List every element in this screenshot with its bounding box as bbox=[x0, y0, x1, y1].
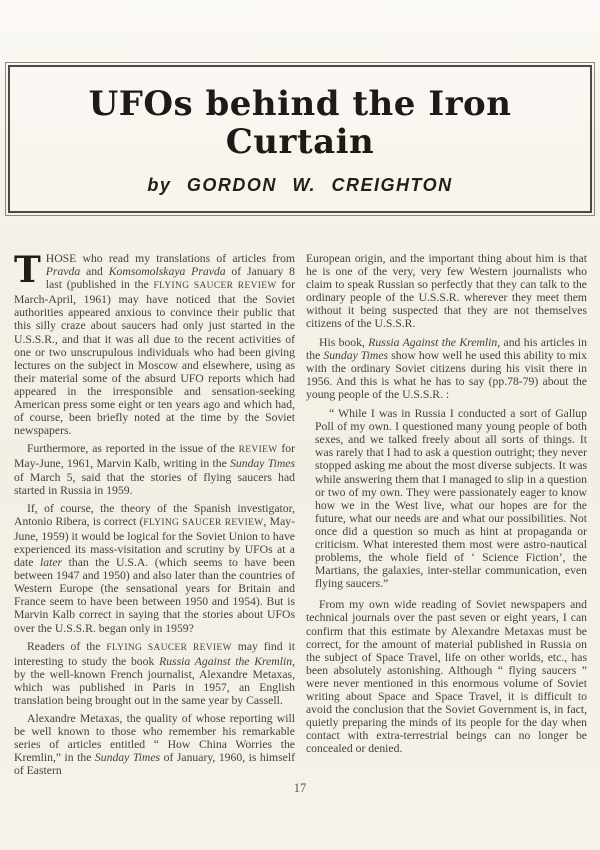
title-box bbox=[5, 62, 595, 216]
paragraph bbox=[14, 442, 295, 496]
text-run: Russia Against the Kremlin bbox=[159, 654, 293, 668]
paragraph bbox=[14, 249, 295, 438]
paragraph bbox=[306, 598, 587, 755]
text-run: Alexandre Metaxas, the quality of whose reporting will be well known to those who remember his remarkable series of articles entitled “ How China Worries the Kremlin,” in the bbox=[14, 712, 295, 765]
text-run: and bbox=[80, 265, 109, 279]
text-run: FLYING SAUCER REVIEW bbox=[106, 642, 232, 653]
text-run: of January 8 last (published in the bbox=[45, 265, 295, 292]
text-run: of January, 1960, is himself of Eastern bbox=[14, 751, 295, 778]
text-run: Sunday Times bbox=[323, 348, 389, 362]
text-run: FLYING SAUCER REVIEW bbox=[143, 517, 264, 528]
text-run: , and his articles in the bbox=[306, 335, 587, 362]
text-run: Sunday Times bbox=[94, 751, 161, 765]
text-run: From my own wide reading of Soviet newspapers and technical journals over the past seven or eight years, I can confirm that this estimate by Alexandre Metaxas must be correct, for the amount of material published in Russia on the subject of Space Travel, life on other worlds, etc., has been absolutely astonishing. Although “ flying saucers ” were never mentioned in this enormous volume of Soviet writing about Space and Space Travel, it is difficult to avoid the conclusion that the Soviet Government is, in fact, quietly preparing the minds of its people for the day when contact with extra-terrestrial beings can no longer be concealed or denied. bbox=[306, 598, 587, 756]
text-run: , by the well-known French journalist, Alexandre Metaxas, which was published in Paris in 1957, an English translation being brought out in the same year by Cassell. bbox=[14, 654, 296, 707]
text-run: , May-June, 1959) it would be logical for the Soviet Union to have experienced its mass-visitation and scrutiny by UFOs at a date bbox=[14, 514, 296, 570]
article-title: UFOs behind the Iron Curtain bbox=[88, 84, 512, 162]
text-run: Russia Against the Kremlin bbox=[368, 335, 498, 349]
text-run: If, of course, the theory of the Spanish investigator, Antonio Ribera, is correct ( bbox=[14, 501, 295, 528]
quote-paragraph bbox=[306, 407, 587, 590]
text-run: of March 5, said that the stories of flying saucers had started in Russia in 1959. bbox=[14, 470, 295, 497]
text-run: REVIEW bbox=[238, 445, 278, 456]
title-box-inner bbox=[8, 65, 592, 213]
article-body bbox=[14, 249, 588, 783]
text-run: than the U.S.A. (which seems to have been between 1947 and 1950) and also later than the countries of Western Europe (the sensational years for Britain and France seem to have been between 1950 and 1954). But is Marvin Kalb correct in saying that the stories about UFOs over the U.S.S.R. began only in 1959? bbox=[14, 556, 296, 635]
text-run: Pravda bbox=[45, 265, 81, 279]
article-column-right bbox=[306, 252, 587, 783]
paragraph bbox=[306, 336, 587, 401]
text-run: European origin, and the important thing about him is that he is one of the very, very few Western journalists who claim to speak Russian so perfectly that they can talk to the ordinary people of the U.S.S.R. wherever they meet them without it being suspected that they are not themselves citizens of the U.S.S.R. bbox=[306, 252, 587, 331]
text-run: Sunday Times bbox=[230, 457, 296, 471]
text-run: HOSE who read my translations of articles from bbox=[45, 252, 295, 265]
paragraph bbox=[14, 640, 295, 707]
page-number: 17 bbox=[293, 781, 307, 795]
drop-cap: T bbox=[14, 249, 41, 291]
article-column-left bbox=[14, 249, 296, 783]
text-run: later bbox=[40, 556, 63, 570]
text-run: Readers of the bbox=[27, 639, 107, 653]
text-run: His book, bbox=[319, 335, 369, 349]
article-byline: by GORDON W. CREIGHTON bbox=[147, 175, 453, 195]
paragraph bbox=[306, 252, 587, 331]
paragraph bbox=[14, 502, 295, 635]
text-run: may find it interesting to study the book bbox=[14, 639, 296, 668]
text-run: Furthermore, as reported in the issue of the bbox=[27, 442, 239, 456]
text-run: Komsomolskaya Pravda bbox=[108, 265, 226, 279]
text-run: show how well he used this ability to mix with the ordinary Soviet citizens during his visit there in 1956. And this is what he has to say (pp.78-79) about the young people of the U.S.S.R. : bbox=[306, 348, 588, 401]
text-run: for May-June, 1961, Marvin Kalb, writing in the bbox=[14, 442, 295, 471]
text-run: FLYING SAUCER REVIEW bbox=[153, 281, 277, 292]
text-run: “ While I was in Russia I conducted a sort of Gallup Poll of my own. I questioned many young people of both sexes, and we talked freely about all sorts of things. It was rarely that I had to ask a question outright; they never stopped asking me about the most diverse subjects. It was while answering them that I managed to slip in a question or two of my own. They were passionately eager to know how we in the West live, what our hopes are for the future, what our needs are and what our possibilities. Not once did a question so much as hint at propaganda or criticism. What interested them most were astro-nautical problems, the whole field of ‘ Science Fiction’, the Martians, the galaxies, inter-stellar communication, even flying saucers.” bbox=[315, 407, 587, 591]
paragraph bbox=[14, 712, 295, 777]
text-run: for March-April, 1961) may have noticed that the Soviet authorities appeared anxious to convince their public that this silly craze about saucers had only just started in the U.S.S.R., and that it was all due to the recent activities of one or two unscrupulous individuals who had been giving lectures on the subject in Moscow and elsewhere, using as their material some of the absurd UFO reports which had appeared in the irresponsible and sensation-seeking American press some eight or ten years ago and which had, of course, been briefly noted at the time by the Soviet newspapers. bbox=[14, 278, 295, 438]
